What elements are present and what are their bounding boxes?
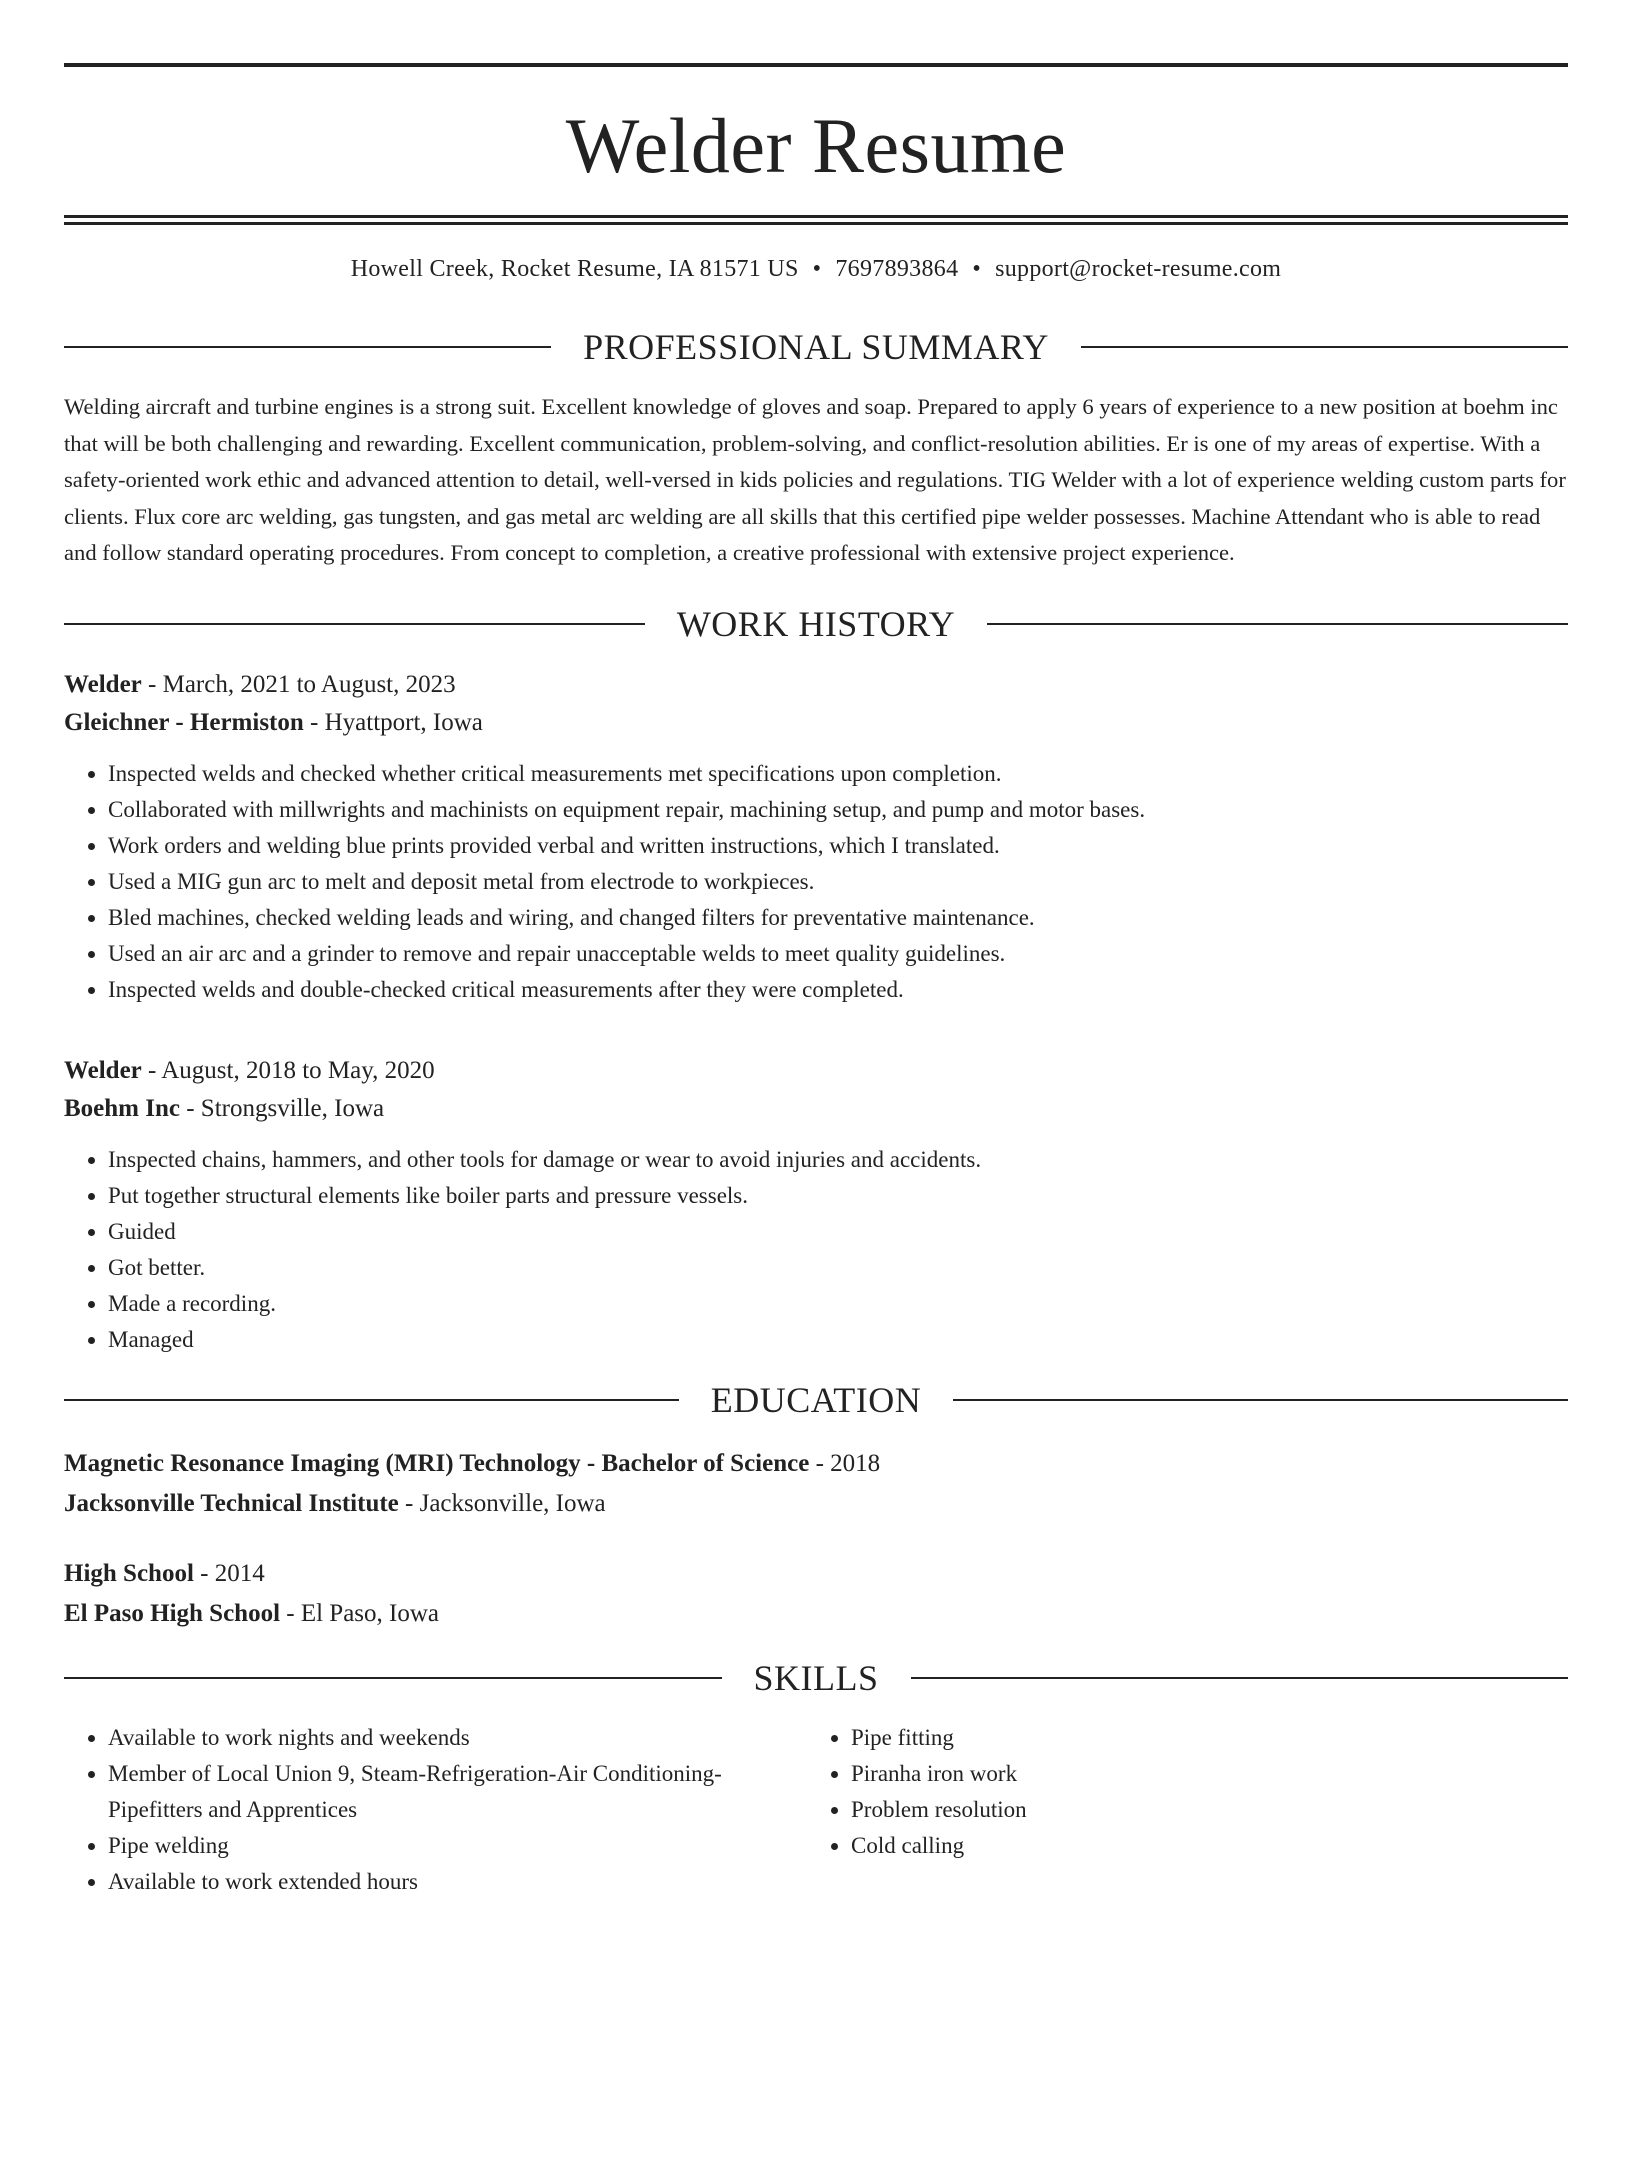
education-school-line <box>64 1594 1568 1634</box>
divider-line <box>64 623 645 625</box>
divider-line <box>64 1677 722 1679</box>
list-item: • Inspected chains, hammers, and other tools for damage or wear to avoid injuries and accidents. <box>108 1142 1568 1178</box>
contact-line <box>64 257 1568 281</box>
list-item: • Pipe fitting <box>851 1720 1568 1756</box>
job-title: Welder <box>64 670 142 698</box>
education-school: Jacksonville Technical Institute <box>64 1489 399 1517</box>
section-header-summary <box>64 329 1568 365</box>
list-item: • Work orders and welding blue prints provided verbal and written instructions, which I translated. <box>108 828 1568 864</box>
list-item: • Guided <box>108 1214 1568 1250</box>
education-school-line <box>64 1484 1568 1524</box>
job-company: Boehm Inc <box>64 1094 180 1122</box>
section-title-skills: SKILLS <box>753 1657 879 1698</box>
list-item: • Inspected welds and double-checked critical measurements after they were completed. <box>108 972 1568 1008</box>
education-year: - 2018 <box>809 1449 881 1477</box>
resume-title: Welder Resume <box>565 102 1067 189</box>
job-company: Gleichner - Hermiston <box>64 708 304 736</box>
job-dates: - March, 2021 to August, 2023 <box>141 670 456 698</box>
divider-line <box>64 346 551 348</box>
job-title-line <box>64 1052 1568 1090</box>
education-location: - El Paso, Iowa <box>280 1599 440 1627</box>
education-degree-line <box>64 1554 1568 1594</box>
job-duties-list <box>64 1142 1568 1358</box>
top-rule <box>64 63 1568 67</box>
skills-columns <box>64 1720 1568 1900</box>
divider-line <box>64 1399 679 1401</box>
list-item: • Collaborated with millwrights and machinists on equipment repair, machining setup, and pump and motor bases. <box>108 792 1568 828</box>
job-title-line <box>64 666 1568 704</box>
job-duties-list <box>64 756 1568 1008</box>
divider-line <box>987 623 1568 625</box>
list-item: • Problem resolution <box>851 1792 1568 1828</box>
job-company-line <box>64 704 1568 742</box>
section-header-education <box>64 1379 1568 1420</box>
education-degree: High School <box>64 1559 194 1587</box>
list-item: • Pipe welding <box>108 1828 807 1864</box>
section-header-work <box>64 603 1568 644</box>
skills-list <box>64 1720 807 1900</box>
list-item: • Available to work extended hours <box>108 1864 807 1900</box>
list-item: • Inspected welds and checked whether critical measurements met specifications upon completion. <box>108 756 1568 792</box>
education-degree-line <box>64 1444 1568 1484</box>
summary-paragraph: Welding aircraft and turbine engines is a strong suit. Excellent knowledge of gloves and soap. Prepared to apply 6 years of experience to a new position at boehm inc that will be both challenging and rewarding. Excellent communication, problem-solving, and conflict-resolution abilities. Er is one of my areas of expertise. With a safety-oriented work ethic and advanced attention to detail, well-versed in kids policies and regulations. TIG Welder with a lot of experience welding custom parts for clients. Flux core arc welding, gas tungsten, and gas metal arc welding are all skills that this certified pipe welder possesses. Machine Attendant who is able to read and follow standard operating procedures. From concept to completion, a creative professional with extensive project experience. <box>64 394 1566 565</box>
divider-line <box>953 1399 1568 1401</box>
skills-list <box>807 1720 1568 1864</box>
list-item: • Member of Local Union 9, Steam-Refrigeration-Air Conditioning-Pipefitters and Apprentices <box>108 1756 807 1828</box>
list-item: • Used an air arc and a grinder to remove and repair unacceptable welds to meet quality guidelines. <box>108 936 1568 972</box>
list-item: • Used a MIG gun arc to melt and deposit metal from electrode to workpieces. <box>108 864 1568 900</box>
job-dates: - August, 2018 to May, 2020 <box>141 1056 435 1084</box>
job-location: - Strongsville, Iowa <box>179 1094 385 1122</box>
contact-separator: • <box>972 256 982 282</box>
list-item: • Cold calling <box>851 1828 1568 1864</box>
list-item: • Bled machines, checked welding leads and wiring, and changed filters for preventative maintenance. <box>108 900 1568 936</box>
education-degree: Magnetic Resonance Imaging (MRI) Technology - Bachelor of Science <box>64 1449 810 1477</box>
education-year: - 2014 <box>193 1559 265 1587</box>
list-item: • Piranha iron work <box>851 1756 1568 1792</box>
skills-column-right <box>807 1720 1568 1900</box>
section-title-summary: PROFESSIONAL SUMMARY <box>583 327 1049 367</box>
contact-email: support@rocket-resume.com <box>995 256 1282 282</box>
divider-line <box>911 1677 1569 1679</box>
education-entry <box>64 1554 1568 1634</box>
contact-separator: • <box>812 256 822 282</box>
list-item: • Got better. <box>108 1250 1568 1286</box>
job-location: - Hyattport, Iowa <box>303 708 483 736</box>
job-title: Welder <box>64 1056 142 1084</box>
list-item: • Put together structural elements like boiler parts and pressure vessels. <box>108 1178 1568 1214</box>
title-double-rule <box>64 215 1568 225</box>
section-title-work: WORK HISTORY <box>676 603 956 644</box>
education-entry <box>64 1444 1568 1524</box>
list-item: • Made a recording. <box>108 1286 1568 1322</box>
list-item: • Managed <box>108 1322 1568 1358</box>
divider-line <box>1081 346 1568 348</box>
education-location: - Jacksonville, Iowa <box>398 1489 606 1517</box>
contact-address: Howell Creek, Rocket Resume, IA 81571 US <box>350 256 799 282</box>
job-company-line <box>64 1090 1568 1128</box>
job-entry <box>64 1052 1568 1358</box>
section-title-education: EDUCATION <box>710 1379 922 1420</box>
list-item: • Available to work nights and weekends <box>108 1720 807 1756</box>
job-entry <box>64 666 1568 1008</box>
section-header-skills <box>64 1657 1568 1698</box>
skills-column-left <box>64 1720 807 1900</box>
contact-phone: 7697893864 <box>835 256 959 282</box>
education-school: El Paso High School <box>64 1599 281 1627</box>
resume-page <box>0 63 1632 2175</box>
